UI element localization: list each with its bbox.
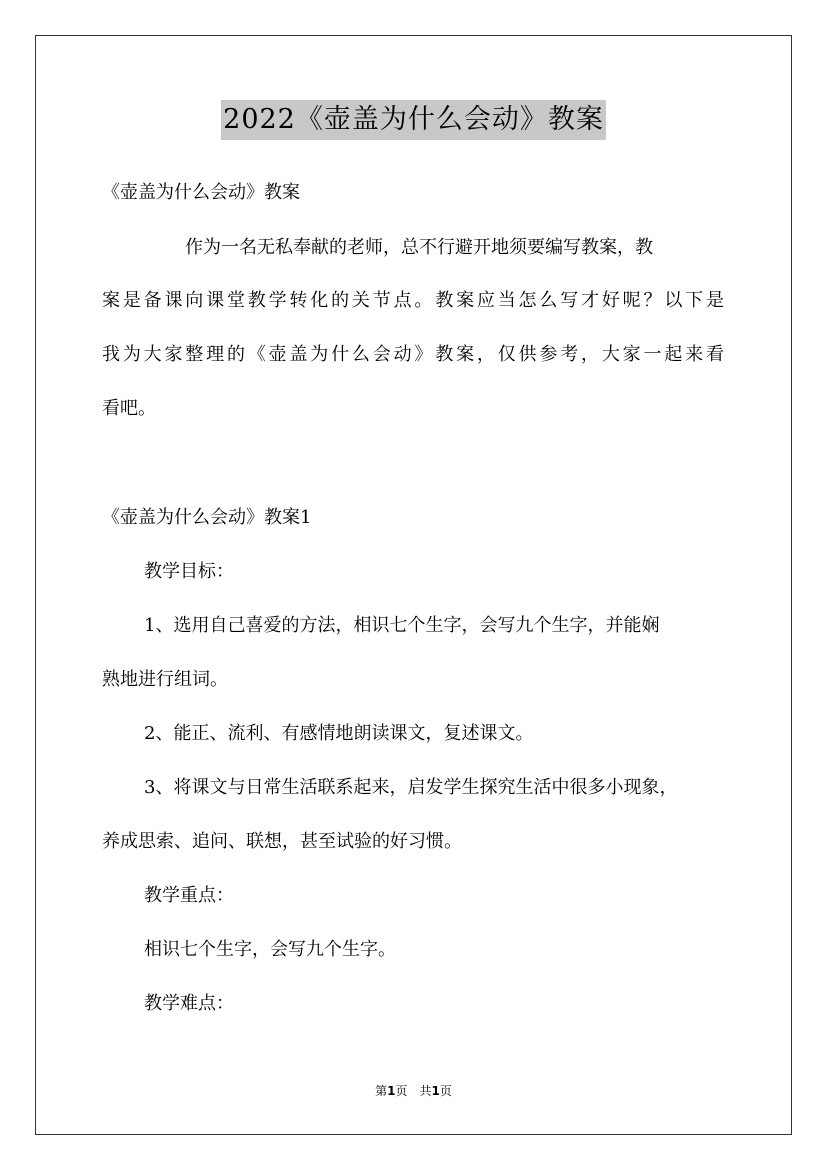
goals-label: 教学目标： (144, 561, 234, 582)
footer-mid: 页 共 (395, 1084, 432, 1098)
page-footer (0, 1082, 827, 1099)
document-title: 2022《壶盖为什么会动》教案 (221, 100, 606, 140)
goal-2: 2、能正、流利、有感情地朗读课文，复述课文。 (144, 723, 534, 744)
goal-3-line-1: 3、将课文与日常生活联系起来，启发学生探究生活中很多小现象， (144, 777, 678, 798)
difficulty-label: 教学难点： (144, 993, 234, 1014)
key-points-label: 教学重点： (144, 885, 234, 906)
section-heading: 《壶盖为什么会动》教案1 (102, 507, 312, 528)
footer-page-number: 1 (387, 1084, 396, 1098)
footer-suffix: 页 (439, 1084, 452, 1098)
intro-line-4: 看吧。 (102, 398, 156, 419)
document-subtitle: 《壶盖为什么会动》教案 (102, 182, 300, 203)
goal-3-line-2: 养成思索、追问、联想，甚至试验的好习惯。 (102, 831, 462, 852)
footer-total-pages: 1 (431, 1084, 440, 1098)
intro-line-2: 案是备课向课堂教学转化的关节点。教案应当怎么写才好呢？以下是 (102, 290, 724, 311)
intro-line-3: 我为大家整理的《壶盖为什么会动》教案，仅供参考，大家一起来看 (102, 344, 724, 365)
goal-1-line-2: 熟地进行组词。 (102, 669, 228, 690)
footer-prefix: 第 (375, 1084, 388, 1098)
key-points-text: 相识七个生字，会写九个生字。 (144, 939, 396, 960)
goal-1-line-1: 1、选用自己喜爱的方法，相识七个生字，会写九个生字，并能娴 (144, 615, 660, 636)
title-container (0, 100, 827, 140)
intro-line-1: 作为一名无私奉献的老师，总不行避开地须要编写教案，教 (185, 237, 653, 258)
